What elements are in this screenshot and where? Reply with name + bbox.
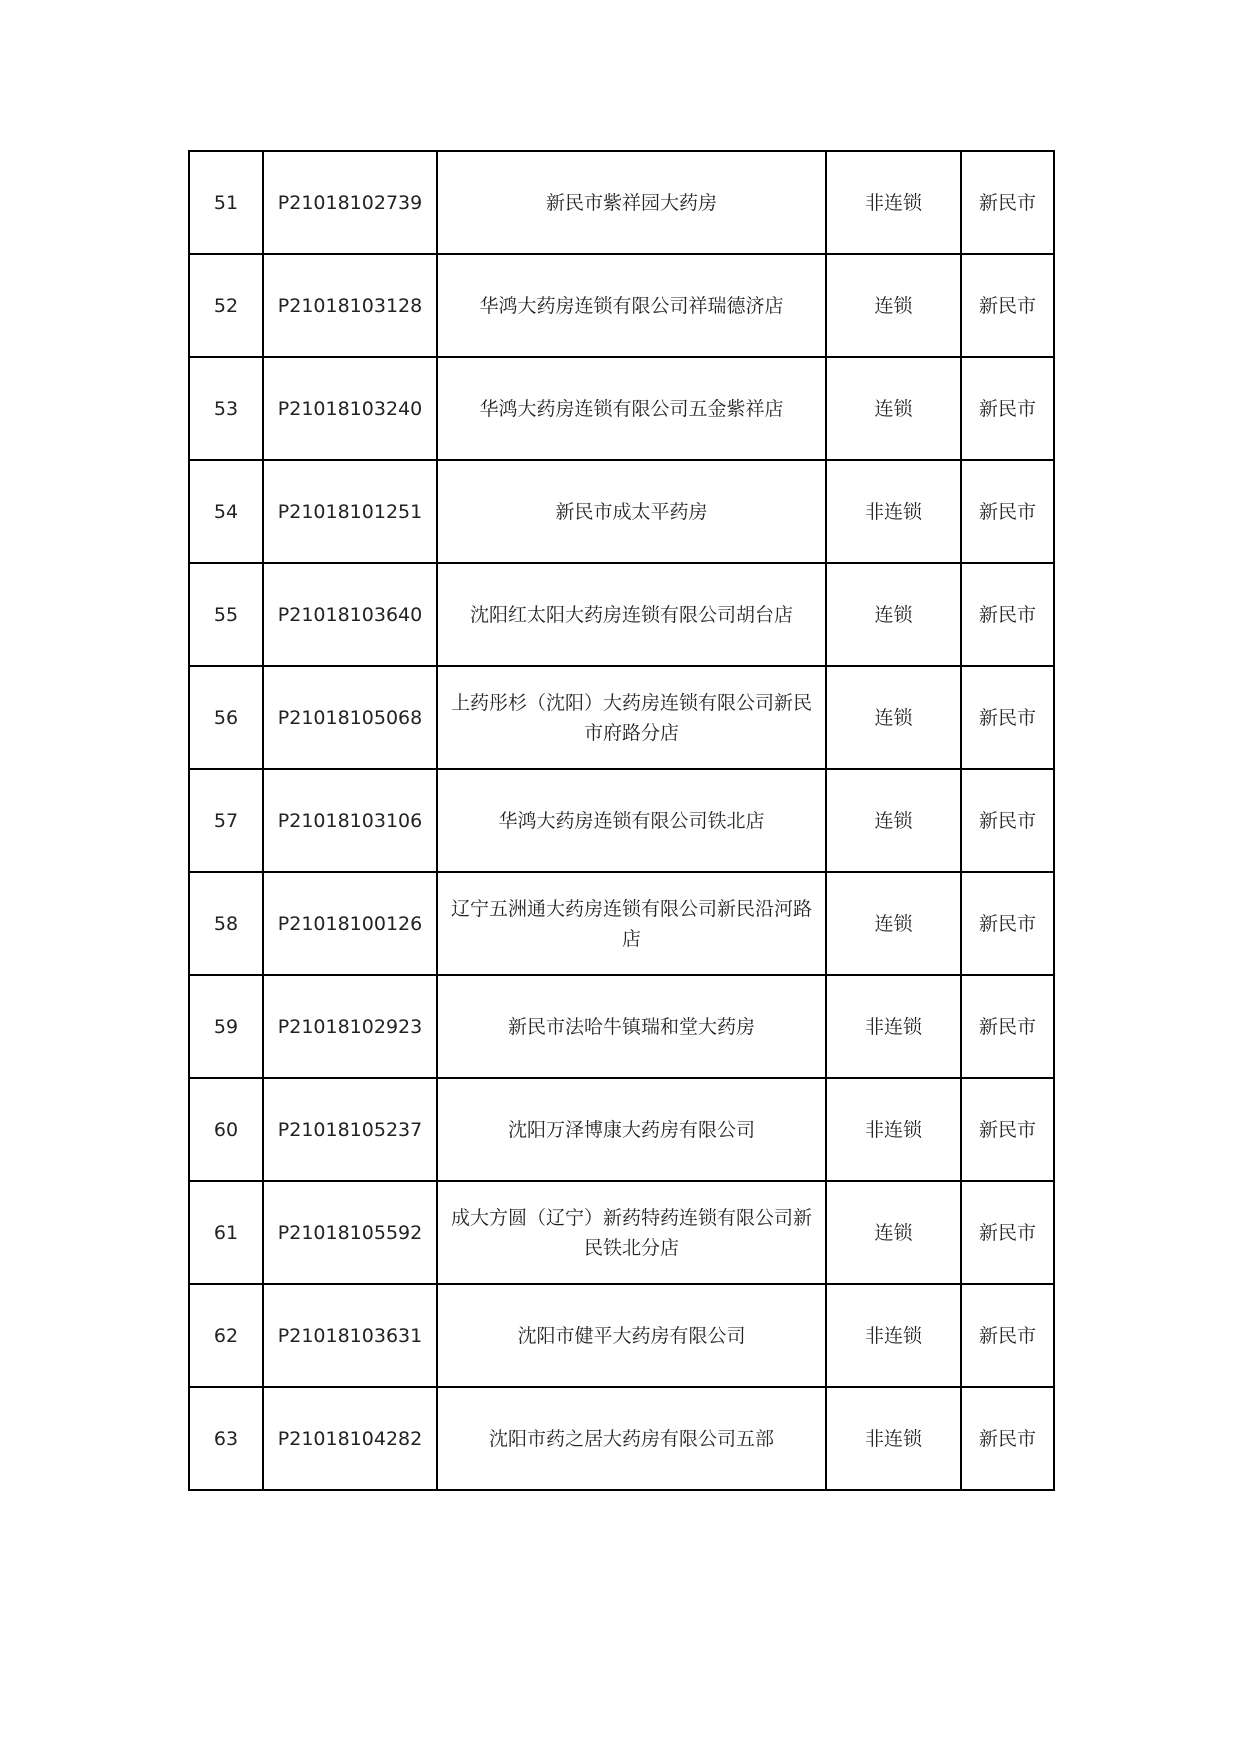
row-number: 63	[189, 1387, 263, 1490]
district: 新民市	[961, 1078, 1054, 1181]
row-number: 56	[189, 666, 263, 769]
district: 新民市	[961, 1387, 1054, 1490]
license-code: P21018105592	[263, 1181, 437, 1284]
district: 新民市	[961, 151, 1054, 254]
chain-type: 非连锁	[826, 1078, 961, 1181]
table-row	[189, 357, 1054, 460]
district: 新民市	[961, 975, 1054, 1078]
table-row	[189, 151, 1054, 254]
district: 新民市	[961, 1181, 1054, 1284]
chain-type: 连锁	[826, 666, 961, 769]
store-name: 新民市紫祥园大药房	[437, 151, 826, 254]
store-name: 沈阳红太阳大药房连锁有限公司胡台店	[437, 563, 826, 666]
table-row	[189, 872, 1054, 975]
license-code: P21018104282	[263, 1387, 437, 1490]
chain-type: 非连锁	[826, 975, 961, 1078]
table-row	[189, 254, 1054, 357]
license-code: P21018100126	[263, 872, 437, 975]
district: 新民市	[961, 254, 1054, 357]
chain-type: 连锁	[826, 769, 961, 872]
table-row	[189, 1284, 1054, 1387]
chain-type: 连锁	[826, 563, 961, 666]
chain-type: 非连锁	[826, 1387, 961, 1490]
table-row	[189, 1387, 1054, 1490]
row-number: 59	[189, 975, 263, 1078]
store-name: 沈阳市健平大药房有限公司	[437, 1284, 826, 1387]
row-number: 57	[189, 769, 263, 872]
license-code: P21018103128	[263, 254, 437, 357]
chain-type: 非连锁	[826, 1284, 961, 1387]
row-number: 62	[189, 1284, 263, 1387]
table-row	[189, 769, 1054, 872]
district: 新民市	[961, 357, 1054, 460]
store-name: 华鸿大药房连锁有限公司五金紫祥店	[437, 357, 826, 460]
table-row	[189, 1078, 1054, 1181]
row-number: 55	[189, 563, 263, 666]
license-code: P21018102739	[263, 151, 437, 254]
store-name: 沈阳市药之居大药房有限公司五部	[437, 1387, 826, 1490]
license-code: P21018101251	[263, 460, 437, 563]
chain-type: 连锁	[826, 1181, 961, 1284]
table-row	[189, 563, 1054, 666]
store-name: 沈阳万泽博康大药房有限公司	[437, 1078, 826, 1181]
chain-type: 连锁	[826, 357, 961, 460]
table-row	[189, 666, 1054, 769]
row-number: 53	[189, 357, 263, 460]
district: 新民市	[961, 769, 1054, 872]
chain-type: 非连锁	[826, 151, 961, 254]
store-name: 上药彤杉（沈阳）大药房连锁有限公司新民市府路分店	[437, 666, 826, 769]
license-code: P21018103240	[263, 357, 437, 460]
district: 新民市	[961, 872, 1054, 975]
district: 新民市	[961, 460, 1054, 563]
table-row	[189, 975, 1054, 1078]
district: 新民市	[961, 666, 1054, 769]
pharmacy-table	[188, 150, 1055, 1491]
district: 新民市	[961, 1284, 1054, 1387]
store-name: 辽宁五洲通大药房连锁有限公司新民沿河路店	[437, 872, 826, 975]
store-name: 华鸿大药房连锁有限公司铁北店	[437, 769, 826, 872]
row-number: 52	[189, 254, 263, 357]
store-name: 新民市成太平药房	[437, 460, 826, 563]
license-code: P21018105237	[263, 1078, 437, 1181]
license-code: P21018103631	[263, 1284, 437, 1387]
license-code: P21018103640	[263, 563, 437, 666]
chain-type: 连锁	[826, 872, 961, 975]
license-code: P21018103106	[263, 769, 437, 872]
store-name: 华鸿大药房连锁有限公司祥瑞德济店	[437, 254, 826, 357]
row-number: 58	[189, 872, 263, 975]
chain-type: 连锁	[826, 254, 961, 357]
district: 新民市	[961, 563, 1054, 666]
table-row	[189, 1181, 1054, 1284]
license-code: P21018102923	[263, 975, 437, 1078]
row-number: 54	[189, 460, 263, 563]
store-name: 新民市法哈牛镇瑞和堂大药房	[437, 975, 826, 1078]
license-code: P21018105068	[263, 666, 437, 769]
row-number: 61	[189, 1181, 263, 1284]
store-name: 成大方圆（辽宁）新药特药连锁有限公司新民铁北分店	[437, 1181, 826, 1284]
chain-type: 非连锁	[826, 460, 961, 563]
row-number: 60	[189, 1078, 263, 1181]
row-number: 51	[189, 151, 263, 254]
table-row	[189, 460, 1054, 563]
